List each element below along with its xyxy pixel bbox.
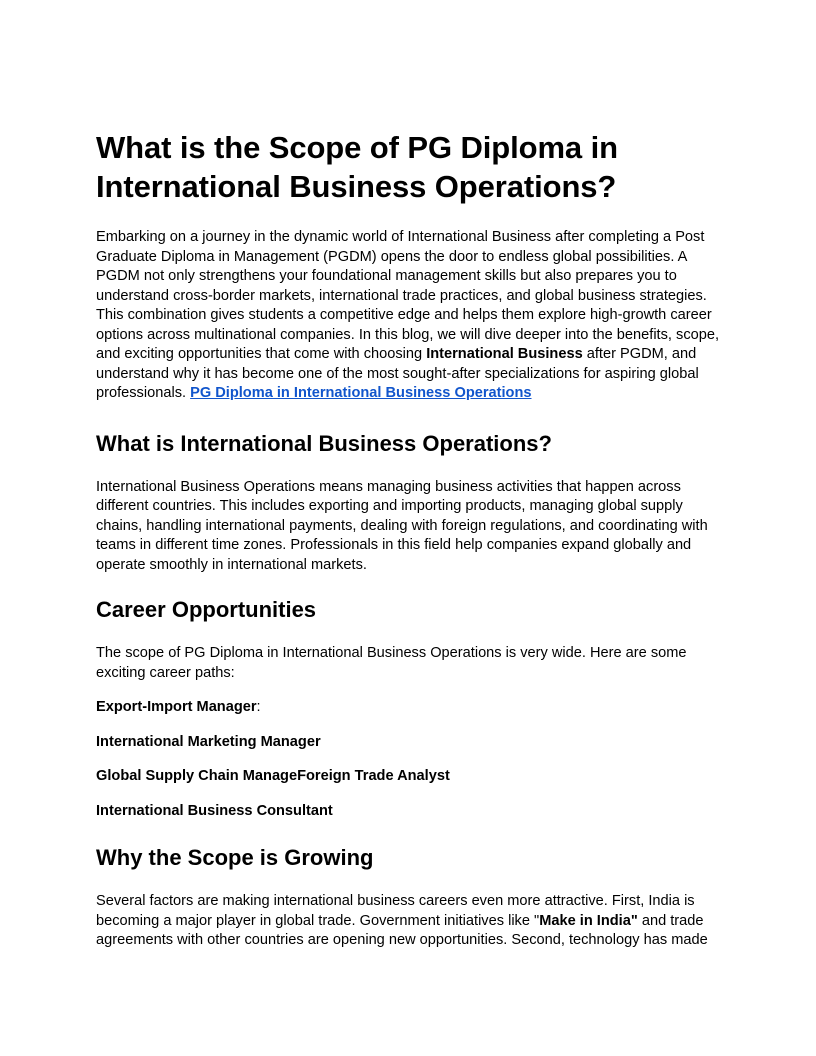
career-item-label: International Marketing Manager bbox=[96, 733, 321, 750]
career-item-export-import bbox=[96, 698, 722, 718]
heading-career-opportunities: Career Opportunities bbox=[96, 597, 317, 622]
career-item-label: Export-Import Manager bbox=[96, 699, 257, 715]
career-item-global-supply-chain bbox=[96, 767, 722, 787]
career-item-label: International Business Consultant bbox=[96, 802, 333, 819]
intro-text-1: Embarking on a journey in the dynamic world of International Business after completing a Post Graduate Diploma in Management (PGDM) opens the door to endless global possibilities. A PGDM not only strengthens your foundational management skills but also prepares you to understand cross-border markets, international trade practices, and global business strategies. This combination gives students a competitive edge and helps them explore high-growth career options across multinational companies. In this blog, we will dive deeper into the benefits, scope, and exciting opportunities that come with choosing bbox=[96, 229, 720, 362]
career-paragraph: The scope of PG Diploma in International Business Operations is very wide. Here are some exciting career paths: bbox=[96, 645, 687, 681]
career-item-international-marketing bbox=[96, 733, 722, 753]
operations-paragraph: International Business Operations means managing business activities that happen across different countries. This includes exporting and importing products, managing global supply chains, handling international payments, dealing with foreign regulations, and coordinating with teams in different time zones. Professionals in this field help companies expand globally and operate smoothly in international markets. bbox=[96, 478, 708, 573]
pg-diploma-link[interactable]: PG Diploma in International Business Operations bbox=[190, 385, 532, 401]
heading-why-scope-growing: Why the Scope is Growing bbox=[96, 845, 374, 870]
page-title: What is the Scope of PG Diploma in International Business Operations? bbox=[96, 130, 618, 204]
intro-bold-international-business: International Business bbox=[426, 346, 583, 362]
career-item-suffix: : bbox=[256, 699, 261, 715]
why-text-1: Several factors are making international business careers even more attractive. First, India is becoming a major player in global trade. Government initiatives like " bbox=[96, 893, 695, 929]
intro-paragraph bbox=[96, 228, 722, 404]
career-item-label: Global Supply Chain ManageForeign Trade Analyst bbox=[96, 768, 450, 784]
intro-text-2: after PGDM, and understand why it has become one of the most sought-after specializations for aspiring global professionals. bbox=[96, 346, 699, 401]
career-item-business-consultant bbox=[96, 802, 722, 822]
why-bold-make-in-india: Make in India" bbox=[539, 912, 638, 929]
heading-international-business-operations: What is International Business Operations? bbox=[96, 430, 552, 456]
why-paragraph bbox=[96, 892, 722, 951]
why-text-2: and trade agreements with other countries are opening new opportunities. Second, technology has made bbox=[96, 912, 708, 948]
document-page bbox=[96, 128, 722, 951]
